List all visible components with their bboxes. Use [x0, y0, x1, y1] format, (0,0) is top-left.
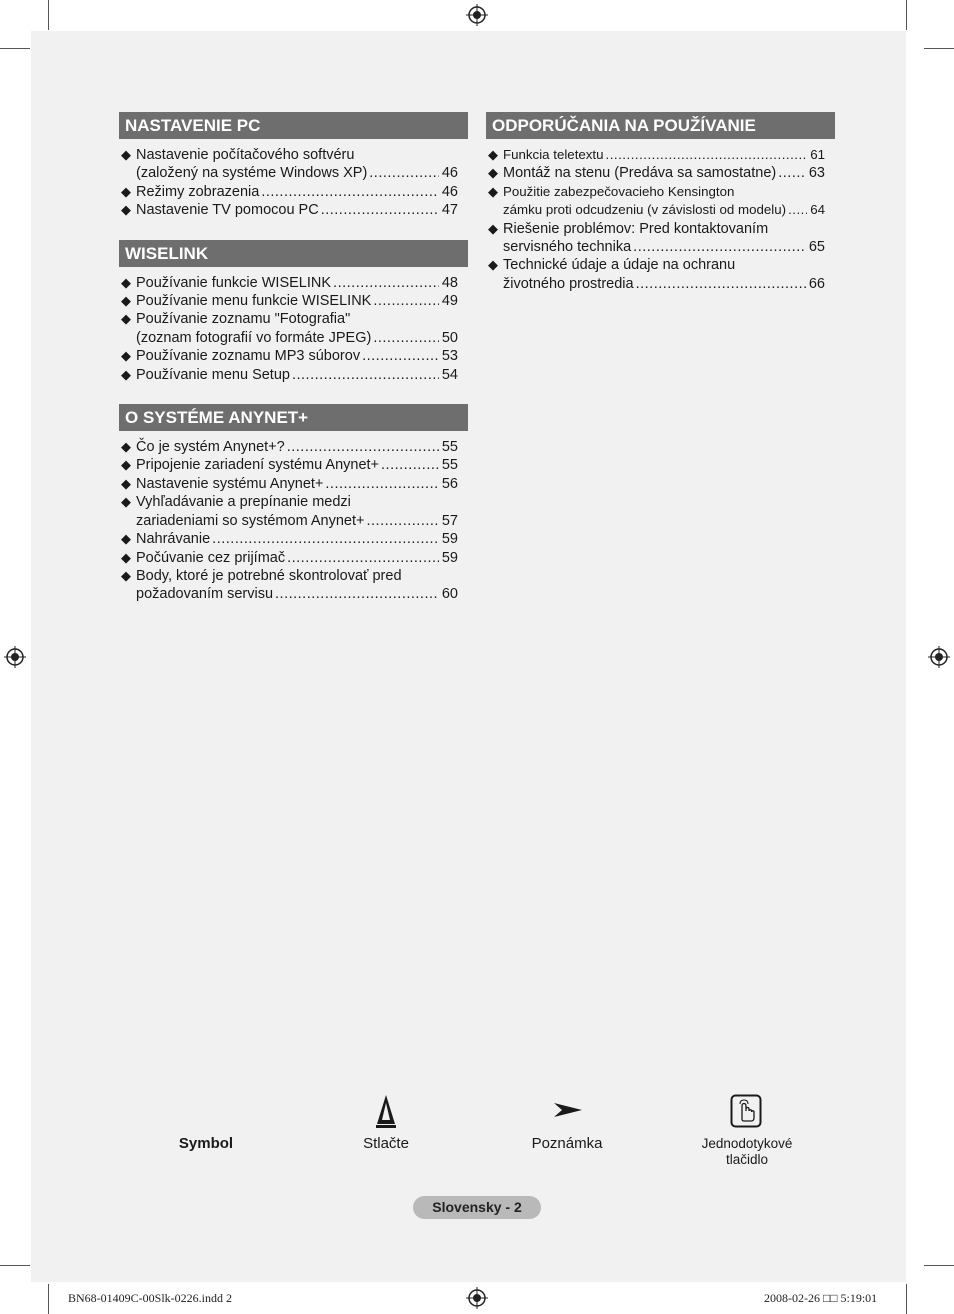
- toc-entry-line: [136, 292, 458, 310]
- toc-entry[interactable]: [119, 530, 458, 548]
- press-icon: [374, 1094, 398, 1130]
- toc-entry-text: Riešenie problémov: Pred kontaktovaním: [503, 220, 769, 237]
- toc-entry-text: Vyhľadávanie a prepínanie medzi: [136, 494, 351, 511]
- dot-leader: [373, 292, 439, 310]
- toc-entry-text: servisného technika: [503, 239, 632, 256]
- toc-entry-line: [136, 201, 458, 219]
- bullet-diamond-icon: ◆: [121, 183, 131, 199]
- section-header: ODPORÚČANIA NA POUŽÍVANIE: [486, 112, 835, 139]
- bullet-diamond-icon: ◆: [488, 257, 498, 273]
- toc-entry-text: zámku proti odcudzeniu (v závislosti od modelu): [503, 202, 787, 218]
- crop-mark: [48, 0, 49, 30]
- registration-mark-icon: [4, 646, 26, 668]
- bullet-diamond-icon: ◆: [488, 220, 498, 236]
- page-number: 61: [810, 147, 825, 162]
- toc-entry[interactable]: [119, 146, 458, 183]
- toc-entry-line: [503, 201, 825, 219]
- toc-entry-line: [136, 530, 458, 548]
- page-number: 57: [441, 512, 458, 529]
- toc-entry[interactable]: [119, 549, 458, 567]
- toc-entry-line: [136, 183, 458, 201]
- toc-entry-line: [136, 164, 458, 182]
- dot-leader: [333, 274, 439, 292]
- page-number: 47: [441, 202, 458, 219]
- toc-section: [119, 240, 468, 384]
- toc-entry-text: Používanie menu funkcie WISELINK: [136, 293, 372, 310]
- toc-entry-text: Body, ktoré je potrebné skontrolovať pred: [136, 567, 402, 584]
- toc-entry-text: životného prostredia: [503, 275, 634, 292]
- dot-leader: [287, 438, 439, 456]
- section-header: NASTAVENIE PC: [119, 112, 468, 139]
- toc-section: [119, 404, 468, 604]
- dot-leader: [325, 475, 438, 493]
- toc-entry-text: Počúvanie cez prijímač: [136, 549, 286, 566]
- page-number: 63: [808, 165, 825, 182]
- bullet-diamond-icon: ◆: [121, 348, 131, 364]
- toc-entry-line: [503, 238, 825, 256]
- toc-entry[interactable]: [119, 292, 458, 310]
- dot-leader: [778, 164, 806, 182]
- toc-entry-text: Režimy zobrazenia: [136, 183, 260, 200]
- toc-entry-text: Používanie menu Setup: [136, 366, 290, 383]
- toc-right-column: [486, 112, 835, 313]
- toc-entry-text: požadovaním servisu: [136, 586, 274, 603]
- crop-mark: [906, 0, 907, 30]
- toc-entry-text: Čo je systém Anynet+?: [136, 439, 285, 456]
- toc-entry[interactable]: [119, 567, 458, 604]
- dot-leader: [373, 329, 439, 347]
- toc-entry-line: [136, 329, 458, 347]
- toc-entry-line: [503, 164, 825, 182]
- toc-entry-text: Používanie funkcie WISELINK: [136, 274, 332, 291]
- toc-entry-line: [136, 549, 458, 567]
- symbol-legend: [0, 1094, 954, 1174]
- page-number-badge: Slovensky - 2: [413, 1196, 541, 1219]
- page-number: 50: [441, 329, 458, 346]
- page-number: 64: [810, 202, 825, 218]
- one-touch-label-line2: tlačidlo: [725, 1152, 769, 1167]
- page-number: 66: [808, 275, 825, 292]
- toc-entry-text: Pripojenie zariadení systému Anynet+: [136, 457, 380, 474]
- dot-leader: [606, 146, 808, 164]
- dot-leader: [321, 201, 439, 219]
- bullet-diamond-icon: ◆: [121, 439, 131, 455]
- toc-entry[interactable]: [119, 456, 458, 474]
- toc-entry[interactable]: [119, 493, 458, 530]
- press-label: Stlačte: [363, 1135, 409, 1152]
- toc-entry-line: [503, 275, 825, 293]
- registration-mark-icon: [928, 646, 950, 668]
- toc-entry[interactable]: [486, 183, 825, 220]
- toc-entry[interactable]: [119, 366, 458, 384]
- page-number: 55: [441, 457, 458, 474]
- crop-mark: [48, 1284, 49, 1314]
- dot-leader: [633, 238, 806, 256]
- crop-mark: [924, 1265, 954, 1266]
- dot-leader: [292, 366, 439, 384]
- bullet-diamond-icon: ◆: [121, 202, 131, 218]
- toc-entry-text: Montáž na stenu (Predáva sa samostatne): [503, 165, 777, 182]
- dot-leader: [212, 530, 439, 548]
- print-slug-file: BN68-01409C-00Slk-0226.indd 2: [68, 1291, 233, 1305]
- crop-mark: [0, 48, 30, 49]
- bullet-diamond-icon: ◆: [488, 183, 498, 199]
- toc-entry-line: [136, 274, 458, 292]
- toc-entry[interactable]: [486, 256, 825, 293]
- bullet-diamond-icon: ◆: [121, 457, 131, 473]
- toc-entry-line: [136, 366, 458, 384]
- page-number: 59: [441, 549, 458, 566]
- page-number: 49: [441, 293, 458, 310]
- toc-left-column: [119, 112, 468, 624]
- toc-entry-text: Nastavenie TV pomocou PC: [136, 202, 319, 219]
- bullet-diamond-icon: ◆: [121, 531, 131, 547]
- toc-entry[interactable]: [119, 438, 458, 456]
- toc-entry[interactable]: [486, 146, 825, 164]
- page-number: 48: [441, 274, 458, 291]
- toc-entry-line: [136, 438, 458, 456]
- toc-entry[interactable]: [119, 183, 458, 201]
- dot-leader: [366, 512, 438, 530]
- page-number: 54: [441, 366, 458, 383]
- registration-mark-icon: [466, 1287, 488, 1309]
- toc-entry[interactable]: [119, 347, 458, 365]
- crop-mark: [924, 48, 954, 49]
- dot-leader: [636, 275, 806, 293]
- toc-entry-text: Nastavenie systému Anynet+: [136, 475, 324, 492]
- symbol-heading: Symbol: [178, 1135, 234, 1152]
- toc-entry[interactable]: [486, 220, 825, 257]
- page-number: 55: [441, 439, 458, 456]
- toc-entry-line: [136, 512, 458, 530]
- dot-leader: [788, 201, 807, 219]
- toc-entry-text: Funkcia teletextu: [503, 147, 604, 162]
- toc-section: [486, 112, 835, 293]
- toc-entry-text: zariadeniami so systémom Anynet+: [136, 512, 365, 529]
- toc-entry-text: (zoznam fotografií vo formáte JPEG): [136, 329, 372, 346]
- bullet-diamond-icon: ◆: [121, 494, 131, 510]
- toc-entry-text: Nahrávanie: [136, 531, 211, 548]
- bullet-diamond-icon: ◆: [121, 147, 131, 162]
- bullet-diamond-icon: ◆: [488, 147, 498, 162]
- toc-entry-text: Používanie zoznamu "Fotografia": [136, 311, 351, 328]
- bullet-diamond-icon: ◆: [121, 366, 131, 382]
- crop-mark: [0, 1265, 30, 1266]
- registration-mark-icon: [466, 4, 488, 26]
- toc-entry-text: Nastavenie počítačového softvéru: [136, 147, 355, 163]
- toc-entry-text: (založený na systéme Windows XP): [136, 165, 368, 182]
- toc-entry-text: Používanie zoznamu MP3 súborov: [136, 348, 361, 365]
- dot-leader: [369, 164, 439, 182]
- toc-entry[interactable]: [119, 274, 458, 292]
- section-header: O SYSTÉME ANYNET+: [119, 404, 468, 431]
- toc-entry-line: [136, 475, 458, 493]
- page-number: 46: [441, 183, 458, 200]
- note-label: Poznámka: [531, 1135, 603, 1152]
- dot-leader: [261, 183, 439, 201]
- crop-mark: [906, 1284, 907, 1314]
- bullet-diamond-icon: ◆: [121, 311, 131, 327]
- toc-entry[interactable]: [486, 164, 825, 182]
- dot-leader: [287, 549, 439, 567]
- toc-entry-text: Použitie zabezpečovacieho Kensington: [503, 183, 735, 199]
- bullet-diamond-icon: ◆: [488, 165, 498, 181]
- one-touch-button-icon: [730, 1094, 762, 1128]
- page-number: 59: [441, 531, 458, 548]
- page-number: 53: [441, 348, 458, 365]
- one-touch-label: [686, 1136, 808, 1168]
- note-arrow-icon: [553, 1102, 583, 1118]
- bullet-diamond-icon: ◆: [121, 475, 131, 491]
- page-number: 65: [808, 239, 825, 256]
- toc-entry-text: Technické údaje a údaje na ochranu: [503, 257, 736, 274]
- page-number: 46: [441, 165, 458, 182]
- one-touch-label-line1: Jednodotykové: [701, 1136, 793, 1151]
- toc-section: [119, 112, 468, 220]
- bullet-diamond-icon: ◆: [121, 274, 131, 290]
- section-header: WISELINK: [119, 240, 468, 267]
- toc-entry-line: [136, 456, 458, 474]
- page-number: 56: [441, 475, 458, 492]
- toc-entry-line: [136, 347, 458, 365]
- dot-leader: [381, 456, 439, 474]
- toc-entry-line: [136, 585, 458, 603]
- print-slug-date: 2008-02-26 □□ 5:19:01: [764, 1291, 878, 1305]
- bullet-diamond-icon: ◆: [121, 293, 131, 309]
- dot-leader: [275, 585, 439, 603]
- toc-entry[interactable]: [119, 475, 458, 493]
- toc-entry[interactable]: [119, 201, 458, 219]
- toc-entry-line: [503, 146, 825, 164]
- page-number: 60: [441, 586, 458, 603]
- toc-entry[interactable]: [119, 310, 458, 347]
- dot-leader: [362, 347, 439, 365]
- bullet-diamond-icon: ◆: [121, 567, 131, 583]
- bullet-diamond-icon: ◆: [121, 549, 131, 565]
